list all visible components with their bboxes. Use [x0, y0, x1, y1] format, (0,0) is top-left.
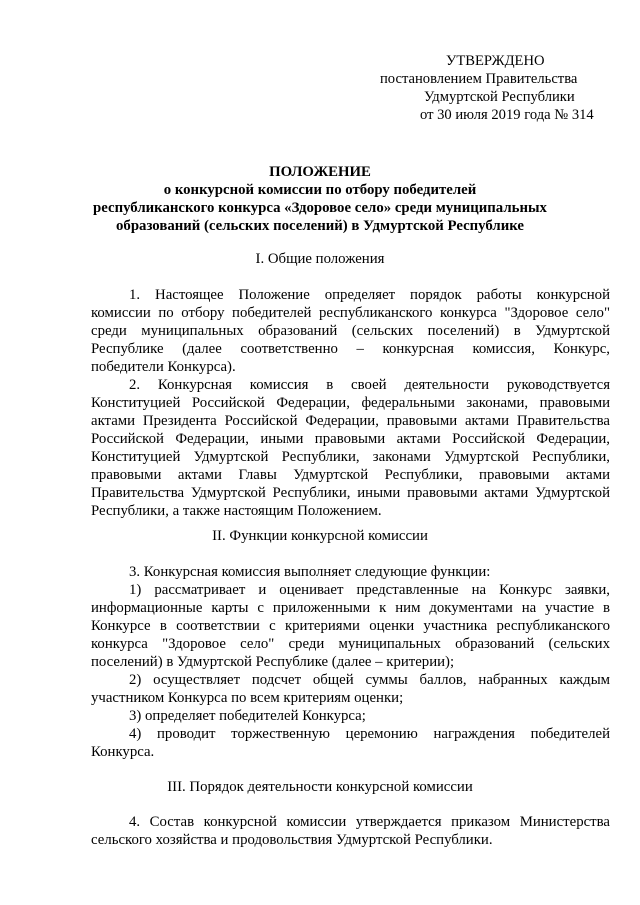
text-line: Конституцией Удмуртской Республики, законами Удмуртской Республики, [91, 449, 610, 465]
paragraph-1 [91, 286, 610, 376]
paragraph-4 [91, 813, 610, 849]
paragraph-2 [91, 376, 610, 520]
text-line: информационные карты с приложенными к ним документами на участие в [91, 600, 610, 616]
approval-line: постановлением Правительства [380, 71, 578, 87]
text-line: 2. Конкурсная комиссия в своей деятельности руководствуется [129, 377, 610, 393]
function-item-2 [91, 671, 610, 707]
document-title [80, 163, 560, 235]
text-line: актами Президента Российской Федерации, правовыми актами Правительства [91, 413, 610, 429]
text-line: Республики, а также настоящим Положением. [91, 503, 382, 519]
approval-line: от 30 июля 2019 года № 314 [420, 107, 594, 123]
text-line: 2) осуществляет подсчет общей суммы баллов, набранных каждым [129, 672, 610, 688]
function-item-1 [91, 581, 610, 671]
approval-line: УТВЕРЖДЕНО [446, 53, 545, 69]
title-line: ПОЛОЖЕНИЕ [269, 164, 371, 180]
section-heading-1: I. Общие положения [255, 251, 385, 267]
text-line: сельского хозяйства и продовольствия Удмуртской Республики. [91, 832, 493, 848]
function-item-4 [91, 725, 610, 761]
text-line: 1) рассматривает и оценивает представленные на Конкурс заявки, [129, 582, 610, 598]
text-line: Республике (далее соответственно – конкурсная комиссия, Конкурс, [91, 341, 610, 357]
text-line: Конституцией Российской Федерации, федеральными законами, правовыми [91, 395, 610, 411]
text-line: 1. Настоящее Положение определяет порядок работы конкурсной [129, 287, 610, 303]
title-line: образований (сельских поселений) в Удмуртской Республике [116, 218, 524, 234]
text-line: комиссии по отбору победителей республиканского конкурса "Здоровое село" [91, 305, 610, 321]
text-line: Конкурсе в соответствии с критериями оценки участника республиканского [91, 618, 610, 634]
text-line: участником Конкурса по всем критериям оценки; [91, 690, 404, 706]
title-line: о конкурсной комиссии по отбору победителей [163, 182, 477, 198]
section-heading-2: II. Функции конкурсной комиссии [212, 528, 428, 544]
text-line: 4. Состав конкурсной комиссии утверждается приказом Министерства [129, 814, 610, 830]
text-line: 4) проводит торжественную церемонию награждения победителей [129, 726, 610, 742]
text-line: поселений) в Удмуртской Республике (далее – критерии); [91, 654, 455, 670]
text-line: 3. Конкурсная комиссия выполняет следующие функции: [129, 564, 491, 580]
text-line: 3) определяет победителей Конкурса; [129, 708, 366, 724]
function-item-3 [91, 707, 610, 725]
text-line: Правительства Удмуртской Республики, иными правовыми актами Удмуртской [91, 485, 610, 501]
section-heading-3: III. Порядок деятельности конкурсной комиссии [167, 779, 473, 795]
text-line: Конкурса. [91, 744, 155, 760]
text-line: среди муниципальных образований (сельских поселений) в Удмуртской [91, 323, 610, 339]
text-line: конкурса "Здоровое село" среди муниципальных образований (сельских [91, 636, 610, 652]
text-line: победители Конкурса). [91, 359, 236, 375]
approval-line: Удмуртской Республики [424, 89, 575, 105]
paragraph-3 [91, 563, 610, 581]
text-line: Российской Федерации, иными правовыми актами Российской Федерации, [91, 431, 610, 447]
title-line: республиканского конкурса «Здоровое село» среди муниципальных [93, 200, 547, 216]
approval-stamp [380, 52, 610, 124]
text-line: правовыми актами Главы Удмуртской Республики, правовыми актами [91, 467, 610, 483]
